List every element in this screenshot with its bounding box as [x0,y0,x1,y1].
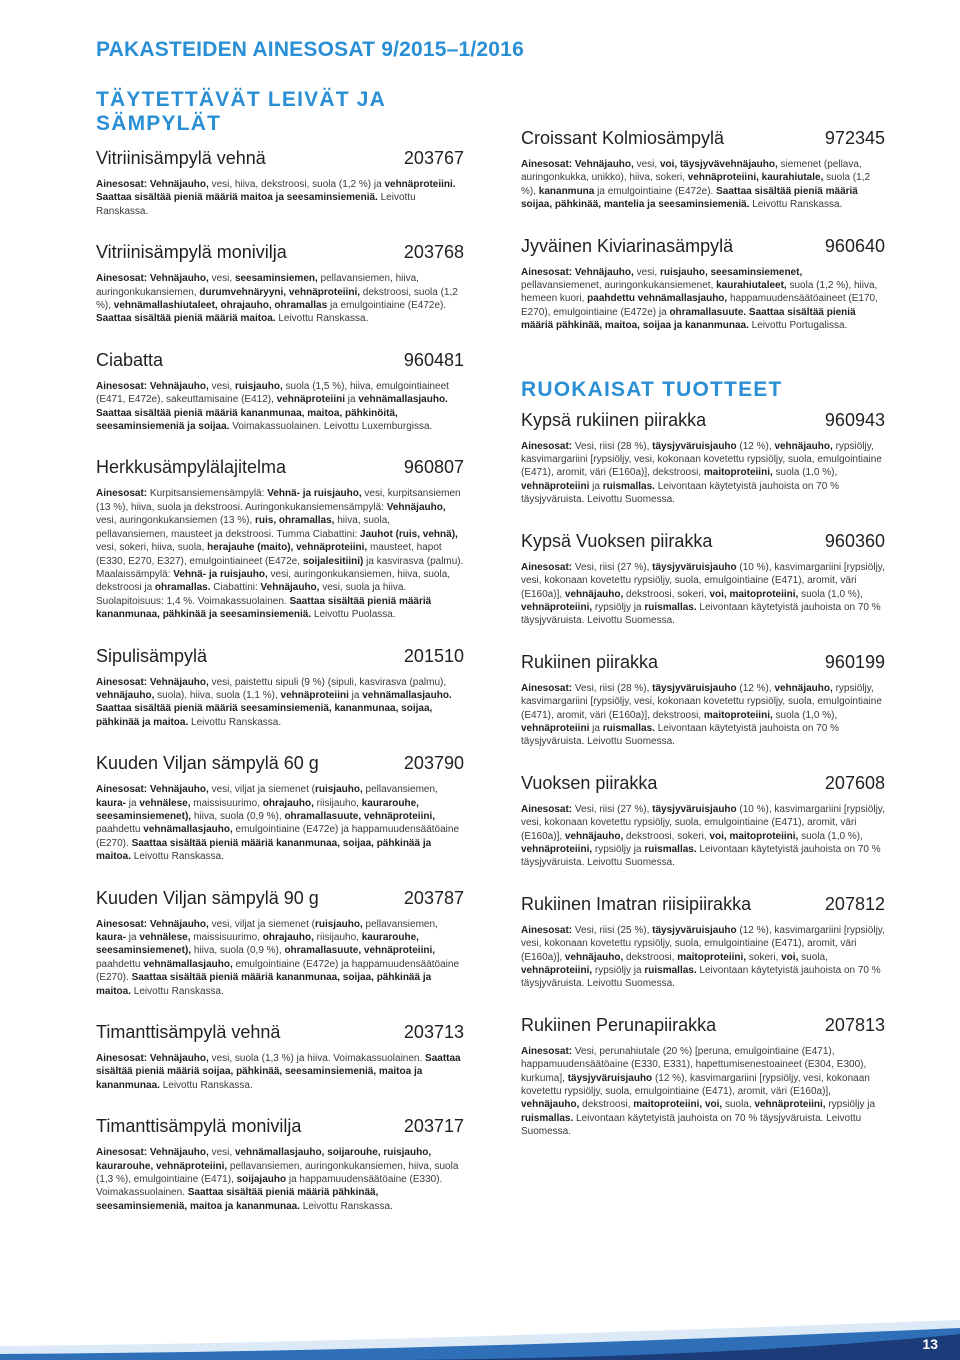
product-code: 203790 [403,753,464,774]
product-name: Kypsä Vuoksen piirakka [521,530,713,551]
product-ingredients: Ainesosat: Vehnäjauho, vesi, voi, täysjyvävehnäjauho, siemenet (pellava, auringonkukka, unikko), hiiva, sokeri, vehnäproteiini, kaurahiutale, suola (1,2 %), kananmuna ja emulgointiaine (E472e). Saattaa sisältää pieniä määriä soijaa, pähkinää, mantelia ja seesaminsiemeniä. Leivottu Ranskassa. [521,159,871,211]
product-ingredients: Ainesosat: Vesi, riisi (27 %), täysjyväruisjauho (10 %), kasvimargariini [rypsiöljy, vesi, kokonaan kovetettu rypsiöljy, suola, emulgointiaine (E471), aromit, väri (E160a)], vehnäjauho, dekstroosi, sokeri, voi, maitoproteiini, suola (1,0 %), vehnäproteiini, rypsiöljy ja ruismallas. Leivontaan käytetyistä jauhoista on 70 % täysjyväruista. Leivottu Suomessa. [521,803,885,869]
product-entry [521,128,885,212]
product-ingredients: Ainesosat: Kurpitsansiemensämpylä: Vehnä- ja ruisjauho, vesi, kurpitsansiemen (13 %), hiiva, suola ja dekstroosi. Auringonkukansiemensämpylä: Vehnäjauho, vesi, auringonkukansiemen (13 %), ruis, ohramallas, hiiva, suola, pellavansiemen, mausteet ja dekstroosi. Tumma Ciabattini: Jauhot (ruis, vehnä), vesi, sokeri, hiiva, suola, herajauhe (maito), vehnäproteiini, mausteet, hapot (E330, E270, E327), emulgointiaineet (E472e, soijalesitiini) ja kasvirasva (palmu). Maalaissämpylä: Vehnä- ja ruisjauho, vesi, auringonkukansiemen, hiiva, suola, dekstroosi ja ohramallas. Ciabattini: Vehnäjauho, vesi, suola ja hiiva. Suolapitoisuus: 1,4 %. Voimakassuolainen. Saattaa sisältää pieniä määriä kananmunaa, pähkinää ja seesaminsiemeniä. Leivottu Puolassa. [96,488,464,621]
product-ingredients: Ainesosat: Vehnäjauho, vesi, suola (1,3 %) ja hiiva. Voimakassuolainen. Saattaa sisältää pieniä määriä soijaa, pähkinää, seesaminsiemeniä, maitoa ja kananmunaa. Leivottu Ranskassa. [96,1053,461,1091]
product-header [521,1015,885,1036]
product-entry [96,753,464,863]
product-name: Vitriinisämpylä vehnä [96,148,266,168]
footer-wave-band [0,1300,960,1360]
product-ingredients: Ainesosat: Vehnäjauho, vesi, seesaminsiemen, pellavansiemen, hiiva, auringonkukansiemen, durumvehnäryyni, vehnäproteiini, dekstroosi, suola (1,2 %), vehnämallashiutaleet, ohrajauho, ohramallas ja emulgointiaine (E472e). Saattaa sisältää pieniä määriä maitoa. Leivottu Ranskassa. [96,273,458,325]
product-entry [96,350,464,434]
product-header [96,242,464,263]
product-header [521,531,885,552]
product-code: 207608 [824,772,885,793]
right-top-product-list [521,128,885,333]
product-code: 203713 [403,1022,464,1043]
product-header [96,1022,464,1043]
product-code: 960360 [824,530,885,551]
product-entry [521,410,885,507]
product-header [96,753,464,774]
section-heading-fillable-breads: TÄYTETTÄVÄT LEIVÄT JA SÄMPYLÄT [96,88,386,135]
product-ingredients: Ainesosat: Vesi, riisi (28 %), täysjyväruisjauho (12 %), vehnäjauho, rypsiöljy, kasvimargariini [rypsiöljy, vesi, kokonaan kovetettu rypsiöljy, suola, emulgointiaine (E471), aromit, väri (E160a)], dekstroosi, maitoproteiini, suola (1,0 %), vehnäproteiini ja ruismallas. Leivontaan käytetyistä jauhoista on 70 % täysjyväruista. Leivottu Suomessa. [521,682,882,748]
product-header [96,646,464,667]
product-entry [96,148,464,218]
product-name: Rukiinen Perunapiirakka [521,1014,717,1035]
product-entry [521,652,885,749]
product-entry [521,894,885,991]
product-header [521,894,885,915]
product-ingredients: Ainesosat: Vehnäjauho, vesi, paistettu sipuli (9 %) (sipuli, kasvirasva (palmu), vehnäjauho, suola), hiiva, suola (1,1 %), vehnäproteiini ja vehnämallasjauho. Saattaa sisältää pieniä määriä seesaminsiemeniä, kananmunaa, soijaa, pähkinää ja maitoa. Leivottu Ranskassa. [96,676,452,728]
product-entry [521,773,885,870]
product-header [521,773,885,794]
product-ingredients: Ainesosat: Vehnäjauho, vesi, hiiva, dekstroosi, suola (1,2 %) ja vehnäproteiini. Saattaa sisältää pieniä määriä maitoa ja seesaminsiemeniä. Leivottu Ranskassa. [96,179,456,217]
product-name: Timanttisämpylä vehnä [96,1022,281,1043]
product-entry [96,242,464,326]
product-header [96,148,464,169]
product-name: Vuoksen piirakka [521,772,658,793]
product-header [96,457,464,478]
product-header [96,888,464,909]
right-column [521,128,885,1163]
product-ingredients: Ainesosat: Vehnäjauho, vesi, viljat ja siemenet (ruisjauho, pellavansiemen, kaura- ja vehnälese, maissisuurimo, ohrajauho, riisijauho, kaurarouhe, seesaminsiemenet), hiiva, suola (0,9 %), ohramallasuute, vehnäproteiini, paahdettu vehnämallasjauho, emulgointiaine (E472e) ja happamuudensäätöaine (E270). Saattaa sisältää pieniä määriä kananmunaa, soijaa, pähkinää ja maitoa. Leivottu Ranskassa. [96,918,460,997]
left-column [96,88,464,1237]
section-heading-savory-products: RUOKAISAT TUOTTEET [521,377,783,401]
product-code: 972345 [824,128,885,148]
product-name: Timanttisämpylä monivilja [96,1116,302,1137]
product-ingredients: Ainesosat: Vesi, riisi (27 %), täysjyväruisjauho (10 %), kasvimargariini [rypsiöljy, vesi, kokonaan kovetettu rypsiöljy, suola, emulgointiaine (E471), aromit, väri (E160a)], vehnäjauho, dekstroosi, sokeri, voi, maitoproteiini, suola (1,0 %), vehnäproteiini, rypsiöljy ja ruismallas. Leivontaan käytetyistä jauhoista on 70 % täysjyväruista. Leivottu Suomessa. [521,561,885,627]
product-name: Rukiinen piirakka [521,651,659,672]
product-code: 207812 [824,893,885,914]
product-header [96,350,464,371]
product-name: Vitriinisämpylä monivilja [96,242,287,263]
product-entry [96,1116,464,1213]
product-code: 201510 [403,645,464,666]
product-ingredients: Ainesosat: Vesi, riisi (28 %), täysjyväruisjauho (12 %), vehnäjauho, rypsiöljy, kasvimargariini [rypsiöljy, vesi, kokonaan kovetettu rypsiöljy, suola, emulgointiaine (E471), aromit, väri (E160a)], dekstroosi, maitoproteiini, suola (1,0 %), vehnäproteiini ja ruismallas. Leivontaan käytetyistä jauhoista on 70 % täysjyväruista. Leivottu Suomessa. [521,440,882,506]
product-ingredients: Ainesosat: Vehnäjauho, vesi, ruisjauho, seesaminsiemenet, pellavansiemenet, auringonkukansiemenet, kaurahiutaleet, suola (1,2 %), hiiva, hemeen kuori, paahdettu vehnämallasjauho, happamuudensäätöaineet (E170, E270), emulgointiaine (E472e) ja ohramallasuute. Saattaa sisältää pieniä määriä pähkinää, maitoa, soijaa ja kananmunaa. Leivottu Portugalissa. [521,266,878,332]
product-ingredients: Ainesosat: Vehnäjauho, vesi, ruisjauho, suola (1,5 %), hiiva, emulgointiaineet (E471, E472e), sakeuttamisaine (E412), vehnäproteiini ja vehnämallasjauho. Saattaa sisältää pieniä määriä kananmunaa, maitoa, pähkinöitä, seesaminsiemeniä ja soijaa. Voimakassuolainen. Leivottu Luxemburgissa. [96,380,449,433]
product-header [521,236,885,257]
product-name: Kypsä rukiinen piirakka [521,409,707,430]
product-code: 203767 [403,148,464,168]
product-entry [96,1022,464,1092]
product-code: 203787 [403,887,464,908]
product-code: 960943 [824,409,885,430]
product-name: Rukiinen Imatran riisipiirakka [521,893,752,914]
product-code: 203717 [403,1116,464,1137]
product-name: Croissant Kolmiosämpylä [521,128,725,148]
product-header [521,128,885,149]
product-code: 960199 [824,651,885,672]
product-code: 207813 [824,1014,885,1035]
product-name: Ciabatta [96,349,164,370]
product-header [521,410,885,431]
left-product-list [96,148,464,1213]
product-code: 960640 [824,235,885,256]
product-code: 203768 [403,242,464,263]
product-code: 960807 [403,457,464,478]
product-name: Herkkusämpylälajitelma [96,457,287,478]
product-entry [521,236,885,333]
product-header [521,652,885,673]
product-name: Kuuden Viljan sämpylä 60 g [96,753,319,774]
page-number: 13 [922,1336,938,1352]
product-entry [96,646,464,730]
product-entry [521,531,885,628]
product-name: Sipulisämpylä [96,645,208,666]
product-ingredients: Ainesosat: Vehnäjauho, vesi, vehnämallasjauho, soijarouhe, ruisjauho, kaurarouhe, vehnäproteiini, pellavansiemen, auringonkukansiemen, hiiva, suola (1,3 %), emulgointiaine (E471), soijajauho ja happamuudensäätöaine (E330). Voimakassuolainen. Saattaa sisältää pieniä määriä pähkinää, seesaminsiemeniä, maitoa ja kananmunaa. Leivottu Ranskassa. [96,1147,459,1212]
product-ingredients: Ainesosat: Vesi, riisi (25 %), täysjyväruisjauho (12 %), kasvimargariini [rypsiöljy, vesi, kokonaan kovetettu rypsiöljy, suola, emulgointiaine (E471), aromit, väri (E160a)], vehnäjauho, dekstroosi, maitoproteiini, sokeri, voi, suola, vehnäproteiini, rypsiöljy ja ruismallas. Leivontaan käytetyistä jauhoista on 70 % täysjyväruista. Leivottu Suomessa. [521,924,885,990]
product-header [96,1116,464,1137]
product-ingredients: Ainesosat: Vesi, perunahiutale (20 %) [peruna, emulgointiaine (E471), happamuudensäätöaine (E330, E331), hapettumisenestoaineet (E304, E300), kurkuma], täysjyväruisjauho (12 %), kasvimargariini [rypsiöljy, vesi, kokonaan kovetettu rypsiöljy, suola, emulgointiaine (E471), aromit, väri (E160a)], vehnäjauho, dekstroosi, maitoproteiini, voi, suola, vehnäproteiini, rypsiöljy ja ruismallas. Leivontaan käytetyistä jauhoista on 70 % täysjyväruista. Leivottu Suomessa. [521,1045,876,1138]
product-entry [96,888,464,998]
right-product-list [521,410,885,1139]
page-title: PAKASTEIDEN AINESOSAT 9/2015–1/2016 [96,38,524,61]
product-ingredients: Ainesosat: Vehnäjauho, vesi, viljat ja siemenet (ruisjauho, pellavansiemen, kaura- ja vehnälese, maissisuurimo, ohrajauho, riisijauho, kaurarouhe, seesaminsiemenet), hiiva, suola (0,9 %), ohramallasuute, vehnäproteiini, paahdettu vehnämallasjauho, emulgointiaine (E472e) ja happamuudensäätöaine (E270). Saattaa sisältää pieniä määriä kananmunaa, soijaa, pähkinää ja maitoa. Leivottu Ranskassa. [96,784,460,863]
product-name: Kuuden Viljan sämpylä 90 g [96,887,319,908]
product-name: Jyväinen Kiviarinasämpylä [521,235,734,256]
product-code: 960481 [403,349,464,370]
product-entry [96,457,464,621]
product-entry [521,1015,885,1139]
